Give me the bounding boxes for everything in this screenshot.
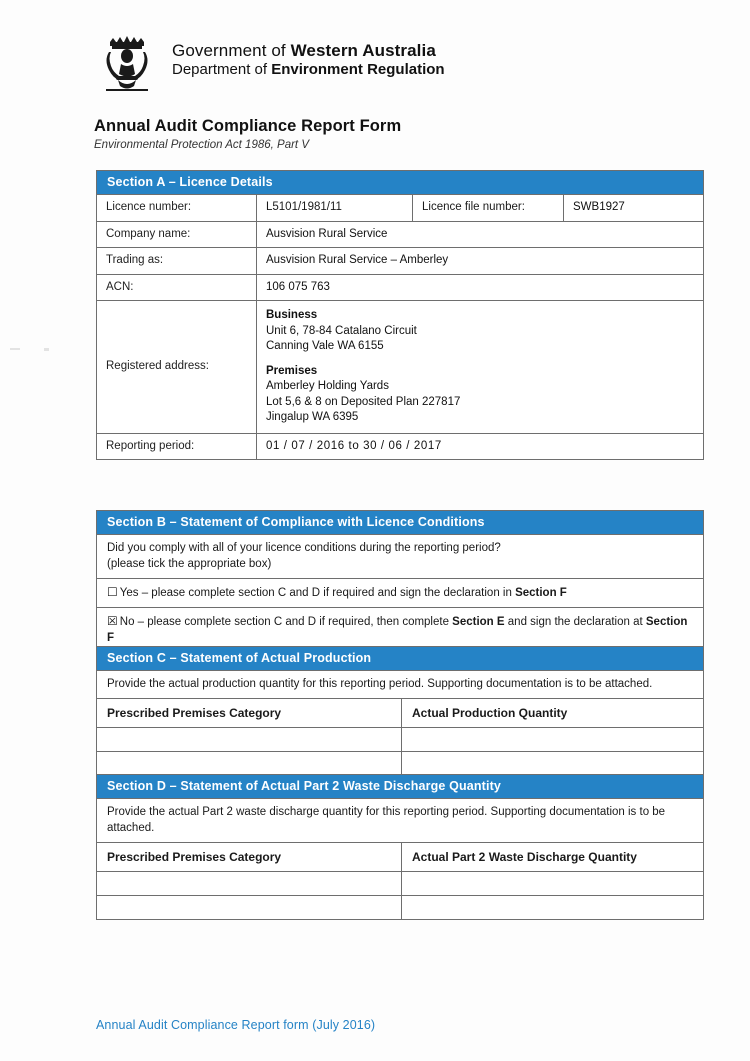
licence-file-number-value: SWB1927 bbox=[573, 201, 625, 213]
section-d-cell-category[interactable] bbox=[97, 896, 402, 919]
company-name-label: Company name: bbox=[97, 222, 257, 248]
page-title: Annual Audit Compliance Report Form bbox=[94, 117, 402, 135]
section-b-option-yes[interactable] bbox=[97, 579, 703, 608]
gov-line-1-bold: Western Australia bbox=[290, 41, 436, 60]
table-row[interactable] bbox=[97, 728, 703, 752]
table-row[interactable] bbox=[97, 896, 703, 919]
premises-address-line-2: Lot 5,6 & 8 on Deposited Plan 227817 bbox=[266, 395, 461, 408]
registered-address-label: Registered address: bbox=[97, 301, 257, 433]
reporting-period-value: 01 / 07 / 2016 to 30 / 06 / 2017 bbox=[266, 439, 442, 452]
acn-value: 106 075 763 bbox=[266, 280, 330, 293]
section-c-cell-category[interactable] bbox=[97, 752, 402, 775]
reporting-period-label: Reporting period: bbox=[97, 434, 257, 460]
scan-artifact bbox=[10, 348, 20, 350]
address-spacer bbox=[266, 355, 694, 364]
section-c bbox=[96, 646, 704, 776]
yes-checkbox[interactable]: ☐ bbox=[107, 585, 118, 600]
title-block bbox=[94, 117, 654, 151]
gov-line-2 bbox=[172, 61, 445, 80]
section-d-cell-category[interactable] bbox=[97, 872, 402, 895]
yes-option-text: Yes – please complete section C and D if required and sign the declaration in bbox=[119, 587, 516, 600]
trading-as-value: Ausvision Rural Service – Amberley bbox=[266, 254, 449, 267]
section-d-cell-quantity[interactable] bbox=[402, 872, 703, 895]
premises-address-line-1: Amberley Holding Yards bbox=[266, 380, 389, 393]
gov-line-2-bold: Environment Regulation bbox=[271, 61, 445, 79]
licence-file-number-label: Licence file number: bbox=[412, 195, 564, 221]
section-d-heading: Section D – Statement of Actual Part 2 Waste Discharge Quantity bbox=[97, 775, 703, 799]
document-header bbox=[96, 36, 445, 94]
section-a-heading: Section A – Licence Details bbox=[97, 171, 703, 195]
gov-line-1-prefix: Government of bbox=[172, 41, 291, 60]
section-d-cell-quantity[interactable] bbox=[402, 896, 703, 919]
no-option-bold-2: Section F bbox=[107, 616, 688, 645]
business-address-line-1: Unit 6, 78-84 Catalano Circuit bbox=[266, 324, 417, 337]
business-address-heading: Business bbox=[266, 309, 318, 322]
trading-as-label: Trading as: bbox=[97, 248, 257, 274]
no-option-bold-1: Section E bbox=[452, 616, 505, 629]
section-c-cell-category[interactable] bbox=[97, 728, 402, 751]
wa-state-crest-icon bbox=[96, 36, 158, 94]
section-a bbox=[96, 170, 704, 460]
section-c-col-2-header: Actual Production Quantity bbox=[412, 706, 568, 721]
page-subtitle: Environmental Protection Act 1986, Part V bbox=[94, 139, 309, 151]
premises-address-heading: Premises bbox=[266, 364, 318, 377]
gov-line-2-prefix: Department of bbox=[172, 61, 272, 79]
scan-artifact bbox=[44, 348, 49, 351]
reporting-period-row bbox=[97, 434, 703, 460]
no-option-text: No – please complete section C and D if required, then complete bbox=[119, 616, 453, 629]
yes-option-bold: Section F bbox=[515, 587, 567, 600]
section-c-heading: Section C – Statement of Actual Production bbox=[97, 647, 703, 671]
acn-row bbox=[97, 275, 703, 302]
section-c-cell-quantity[interactable] bbox=[402, 728, 703, 751]
table-row[interactable] bbox=[97, 752, 703, 775]
acn-label: ACN: bbox=[97, 275, 257, 301]
trading-as-row bbox=[97, 248, 703, 275]
no-checkbox[interactable]: ☒ bbox=[107, 614, 118, 629]
table-row[interactable] bbox=[97, 872, 703, 896]
gov-line-1 bbox=[172, 40, 445, 61]
page-footer: Annual Audit Compliance Report form (July 2016) bbox=[96, 1018, 376, 1032]
licence-number-label: Licence number: bbox=[97, 195, 257, 221]
no-option-text-mid: and sign the declaration at bbox=[504, 616, 646, 629]
section-c-column-headers bbox=[97, 699, 703, 728]
section-d-col-1-header: Prescribed Premises Category bbox=[97, 843, 402, 871]
section-b-question-line-2: (please tick the appropriate box) bbox=[107, 558, 272, 571]
licence-number-row bbox=[97, 195, 703, 222]
section-d-column-headers bbox=[97, 843, 703, 872]
section-d bbox=[96, 774, 704, 920]
premises-address-line-3: Jingalup WA 6395 bbox=[266, 411, 359, 424]
licence-number-value: L5101/1981/11 bbox=[266, 201, 342, 213]
company-name-row bbox=[97, 222, 703, 249]
section-b-heading: Section B – Statement of Compliance with Licence Conditions bbox=[97, 511, 703, 535]
company-name-value: Ausvision Rural Service bbox=[266, 227, 388, 240]
section-b-question bbox=[97, 535, 703, 579]
business-address-line-2: Canning Vale WA 6155 bbox=[266, 340, 384, 353]
government-wordmark bbox=[172, 36, 445, 80]
section-b bbox=[96, 510, 704, 653]
section-d-instruction: Provide the actual Part 2 waste discharge quantity for this reporting period. Supporting documentation is to be attached. bbox=[97, 799, 703, 843]
section-c-instruction: Provide the actual production quantity for this reporting period. Supporting documentation is to be attached. bbox=[97, 671, 703, 699]
registered-address-row bbox=[97, 301, 703, 434]
section-d-col-2-header: Actual Part 2 Waste Discharge Quantity bbox=[412, 850, 637, 865]
section-c-cell-quantity[interactable] bbox=[402, 752, 703, 775]
section-c-col-1-header: Prescribed Premises Category bbox=[97, 699, 402, 727]
section-b-question-line-1: Did you comply with all of your licence conditions during the reporting period? bbox=[107, 542, 501, 554]
registered-address-value bbox=[257, 301, 703, 433]
